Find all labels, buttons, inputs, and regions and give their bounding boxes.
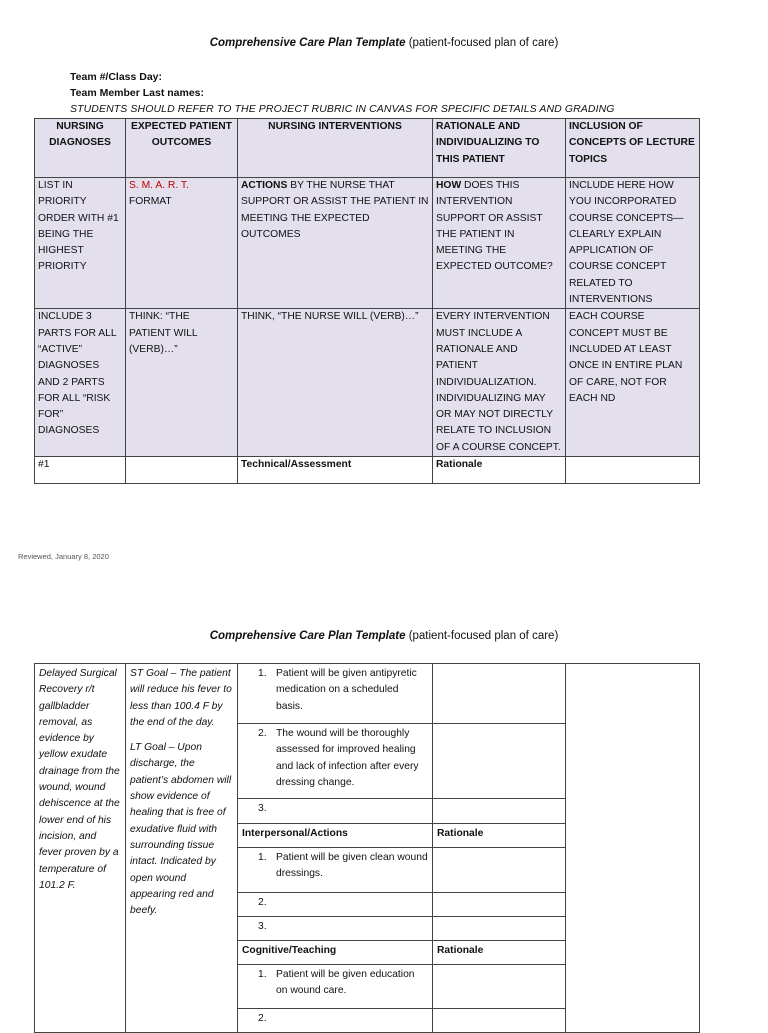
rationale-cell (433, 724, 566, 799)
item-text: The wound will be thoroughly assessed for improved healing and lack of infection after every dressing change. (276, 728, 419, 788)
cognitive-teaching-label: Cognitive/Teaching (238, 941, 433, 965)
how-label: HOW (436, 180, 462, 191)
intervention-interpersonal-1 (238, 848, 433, 893)
rationale-instructions (433, 178, 566, 309)
technical-assessment-label: Technical/Assessment (238, 457, 433, 484)
item-number: 1. (258, 969, 267, 980)
table-row (35, 309, 700, 457)
lt-goal: LT Goal – Upon discharge, the patient’s abdomen will show evidence of healing that is free of exudative fluid with surrounding tissue intact. Indicated by open wound appearing red and beefy. (130, 742, 232, 917)
intervention-technical-2 (238, 724, 433, 799)
rubric-note: STUDENTS SHOULD REFER TO THE PROJECT RUBRIC IN CANVAS FOR SPECIFIC DETAILS AND GRADING (70, 103, 615, 115)
header-row (35, 119, 700, 178)
empty-cell (566, 457, 700, 484)
item-number: 1. (258, 668, 267, 679)
intervention-think: THINK, “THE NURSE WILL (VERB)…” (238, 309, 433, 457)
expected-outcomes (126, 664, 238, 1033)
item-text: Patient will be given antipyretic medication on a scheduled basis. (276, 668, 417, 712)
care-plan-template-table (34, 118, 700, 484)
item-number: 1. (258, 852, 267, 863)
intervention-interpersonal-3 (238, 917, 433, 941)
header-nursing-interventions: NURSING INTERVENTIONS (238, 119, 433, 178)
diagnosis-instructions: LIST IN PRIORITY ORDER WITH #1 BEING THE HIGHEST PRIORITY (35, 178, 126, 309)
st-goal: ST Goal – The patient will reduce his fever to less than 100.4 F by the end of the day. (130, 668, 232, 728)
title-rest: (patient-focused plan of care) (408, 37, 559, 49)
nursing-diagnosis: Delayed Surgical Recovery r/t gallbladder removal, as evidence by yellow exudate drainage from the wound, wound dehiscence at the lower end of his incision, and fever proven by a temperature of 101.2 F. (35, 664, 126, 1033)
title-italic: Comprehensive Care Plan Template (209, 37, 406, 49)
item-number: 3. (258, 803, 267, 814)
rationale-cell (433, 893, 566, 917)
interpersonal-rationale-label: Rationale (433, 824, 566, 848)
rationale-cell (433, 965, 566, 1009)
smart-label: S. M. A. R. T. (129, 180, 189, 191)
how-text: DOES THIS INTERVENTION SUPPORT OR ASSIST THE PATIENT IN MEETING THE EXPECTED OUTCOME? (436, 180, 553, 273)
concept-cell (566, 664, 700, 1033)
table-row (35, 178, 700, 309)
rationale-cell (433, 917, 566, 941)
intervention-technical-3 (238, 799, 433, 824)
outcome-think: THINK: “THE PATIENT WILL (VERB)…” (126, 309, 238, 457)
intervention-cognitive-2 (238, 1009, 433, 1033)
concept-instructions: INCLUDE HERE HOW YOU INCORPORATED COURSE CONCEPTS—CLEARLY EXPLAIN APPLICATION OF COURSE CONCEPT RELATED TO INTERVENTIONS (566, 178, 700, 309)
item-number: 2. (258, 897, 267, 908)
rationale-cell (433, 1009, 566, 1033)
item-number: 2. (258, 1013, 267, 1024)
team-class-label: Team #/Class Day: (70, 71, 163, 83)
item-number: 2. (258, 728, 267, 739)
cognitive-rationale-label: Rationale (433, 941, 566, 965)
title-italic-2: Comprehensive Care Plan Template (209, 630, 406, 642)
actions-label: ACTIONS (241, 180, 288, 191)
header-concepts: INCLUSION OF CONCEPTS OF LECTURE TOPICS (566, 119, 700, 178)
intervention-interpersonal-2 (238, 893, 433, 917)
outcome-instructions (126, 178, 238, 309)
concept-rule: EACH COURSE CONCEPT MUST BE INCLUDED AT LEAST ONCE IN ENTIRE PLAN OF CARE, NOT FOR EACH ND (566, 309, 700, 457)
rationale-cell (433, 848, 566, 893)
header-rationale: RATIONALE AND INDIVIDUALIZING TO THIS PATIENT (433, 119, 566, 178)
intervention-technical-1 (238, 664, 433, 724)
reviewed-date: Reviewed, January 8, 2020 (18, 552, 109, 561)
item-text: Patient will be given clean wound dressings. (276, 852, 428, 880)
diagnosis-parts: INCLUDE 3 PARTS FOR ALL “ACTIVE” DIAGNOSES AND 2 PARTS FOR ALL “RISK FOR” DIAGNOSES (35, 309, 126, 457)
team-members-label: Team Member Last names: (70, 87, 205, 99)
format-label: FORMAT (129, 196, 172, 208)
item-number: 3. (258, 921, 267, 932)
page-title-2 (0, 630, 768, 642)
header-expected-outcomes: EXPECTED PATIENT OUTCOMES (126, 119, 238, 178)
table-row (35, 664, 700, 724)
empty-cell (126, 457, 238, 484)
header-nursing-diagnoses: NURSING DIAGNOSES (35, 119, 126, 178)
title-rest-2: (patient-focused plan of care) (408, 630, 559, 642)
care-plan-filled-table (34, 663, 700, 1033)
interpersonal-actions-label: Interpersonal/Actions (238, 824, 433, 848)
diagnosis-number: #1 (35, 457, 126, 484)
rationale-label: Rationale (433, 457, 566, 484)
rationale-cell (433, 664, 566, 724)
rationale-rule: EVERY INTERVENTION MUST INCLUDE A RATIONALE AND PATIENT INDIVIDUALIZATION. INDIVIDUALIZING MAY OR MAY NOT DIRECTLY RELATE TO INCLUSION OF A COURSE CONCEPT. (433, 309, 566, 457)
actions-text: BY THE NURSE THAT SUPPORT OR ASSIST THE PATIENT IN MEETING THE EXPECTED OUTCOMES (241, 180, 429, 240)
intervention-cognitive-1 (238, 965, 433, 1009)
table-row (35, 457, 700, 484)
item-text: Patient will be given education on wound care. (276, 969, 415, 997)
intervention-instructions (238, 178, 433, 309)
page-title (0, 37, 768, 49)
rationale-cell (433, 799, 566, 824)
